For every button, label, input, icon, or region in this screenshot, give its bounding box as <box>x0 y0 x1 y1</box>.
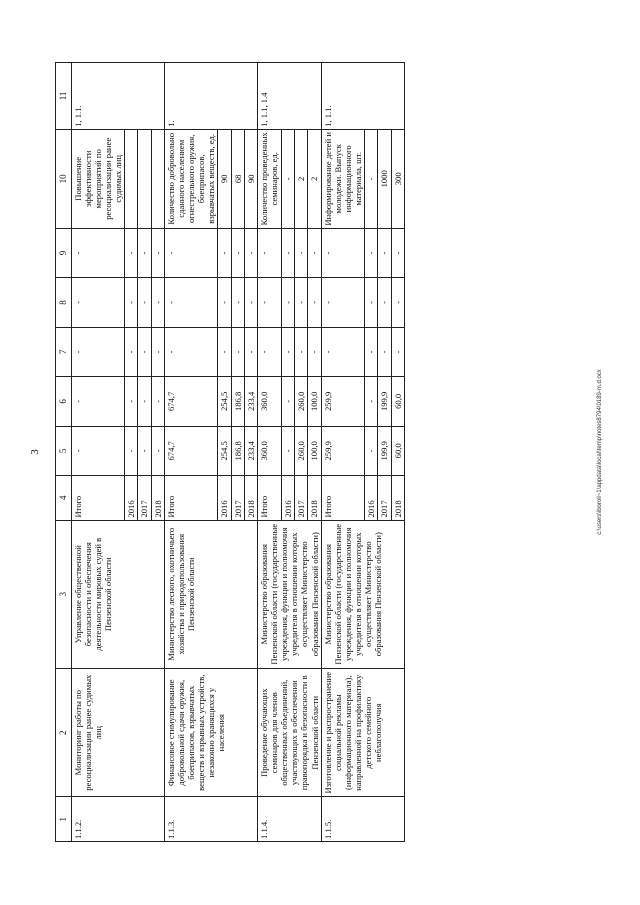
indicator-text: Количество проведенных семинаров, ед. <box>257 129 281 228</box>
value-cell: - <box>71 426 125 475</box>
indicator-text: Количество добровольно сданного населением огнестрельного оружия, боеприпасов, взрывчатых веществ, ед. <box>164 129 218 228</box>
value-cell: - <box>71 228 125 277</box>
indicator-value: 2 <box>294 129 307 228</box>
table-row <box>257 63 281 842</box>
value-cell: - <box>365 228 378 277</box>
activity-executor: Министерство лесного, охотничьего хозяйства и природопользования Пензенской области <box>164 520 257 668</box>
value-cell: 254,5 <box>218 377 231 426</box>
value-cell: 360,0 <box>257 377 281 426</box>
activity-name: Мониторинг работы по ресоциализации ранее судимых лиц <box>71 668 164 797</box>
value-cell: - <box>151 278 164 327</box>
activity-code: 1.1.3. <box>164 797 257 842</box>
value-cell: 259,9 <box>321 426 365 475</box>
program-table-container <box>55 62 585 842</box>
year-cell: Итого <box>257 476 281 521</box>
value-cell: - <box>125 426 138 475</box>
year-cell: 2017 <box>378 476 391 521</box>
table-row <box>71 63 125 842</box>
column-header: 7 <box>56 327 72 376</box>
value-cell: - <box>281 228 294 277</box>
value-cell: - <box>294 278 307 327</box>
value-cell: - <box>391 327 404 376</box>
value-cell: - <box>125 228 138 277</box>
value-cell: - <box>257 278 281 327</box>
value-cell: - <box>281 377 294 426</box>
indicator-value <box>138 129 151 228</box>
activity-name: Проведение обучающих семинаров для членов общественных объединений, участвующих в обеспечении правопорядка и безопасности в Пензенской области <box>257 668 321 797</box>
column-header: 11 <box>56 63 72 130</box>
year-cell: 2017 <box>231 476 244 521</box>
value-cell: - <box>244 228 257 277</box>
value-cell: - <box>281 278 294 327</box>
value-cell: - <box>281 426 294 475</box>
indicator-value: 300 <box>391 129 404 228</box>
value-cell: 60,0 <box>391 377 404 426</box>
value-cell: - <box>231 278 244 327</box>
goal-link: 1, 1.1, 1.4 <box>257 63 321 130</box>
value-cell: - <box>378 327 391 376</box>
value-cell: - <box>244 278 257 327</box>
value-cell: - <box>151 426 164 475</box>
value-cell: - <box>257 327 281 376</box>
value-cell: 233,4 <box>244 377 257 426</box>
year-cell: 2017 <box>138 476 151 521</box>
value-cell: - <box>151 228 164 277</box>
year-cell: Итого <box>164 476 218 521</box>
column-header: 1 <box>56 797 72 842</box>
page-number: 3 <box>29 449 41 455</box>
value-cell: - <box>138 327 151 376</box>
activity-code: 1.1.4. <box>257 797 321 842</box>
value-cell: 260,0 <box>294 377 307 426</box>
value-cell: - <box>294 327 307 376</box>
value-cell: - <box>164 327 218 376</box>
activity-name: Изготовление и распространение социальной рекламы (информационного материала), направленной на профилактику детского семейного неблагополучия <box>321 668 404 797</box>
indicator-value: 90 <box>218 129 231 228</box>
value-cell: - <box>138 377 151 426</box>
value-cell: - <box>71 278 125 327</box>
value-cell: - <box>378 228 391 277</box>
column-header: 3 <box>56 520 72 668</box>
year-cell: 2016 <box>365 476 378 521</box>
indicator-value: - <box>365 129 378 228</box>
year-cell: 2018 <box>244 476 257 521</box>
value-cell: - <box>321 278 365 327</box>
value-cell: - <box>365 426 378 475</box>
column-header: 8 <box>56 278 72 327</box>
goal-link: 1, 1.1. <box>71 63 164 130</box>
indicator-value <box>151 129 164 228</box>
program-activities-table <box>55 62 405 842</box>
value-cell: - <box>125 327 138 376</box>
year-cell: 2017 <box>294 476 307 521</box>
value-cell: - <box>125 377 138 426</box>
value-cell: - <box>365 278 378 327</box>
value-cell: - <box>365 327 378 376</box>
activity-executor: Управление общественной безопасности и обеспечения деятельности мировых судей в Пензенской области <box>71 520 164 668</box>
goal-link: 1, 1.1. <box>321 63 404 130</box>
value-cell: - <box>308 327 321 376</box>
value-cell: 199,9 <box>378 377 391 426</box>
indicator-value: 1000 <box>378 129 391 228</box>
value-cell: - <box>308 228 321 277</box>
year-cell: 2018 <box>151 476 164 521</box>
year-cell: 2016 <box>281 476 294 521</box>
indicator-text: Информирование детей и молодежи. Выпуск информационного материала, шт. <box>321 129 365 228</box>
document-file-path: c:\users\iboroli~1\appdata\local\temp\notes8794\0189-m.d.ocx <box>597 369 603 535</box>
header-row <box>56 63 72 842</box>
indicator-value: 68 <box>231 129 244 228</box>
table-row <box>164 63 218 842</box>
value-cell: - <box>218 278 231 327</box>
indicator-value: 2 <box>308 129 321 228</box>
column-header: 9 <box>56 228 72 277</box>
column-header: 6 <box>56 377 72 426</box>
indicator-text: Повышение эффективности мероприятий по ресоциализации ранее судимых лиц <box>71 129 125 228</box>
year-cell: Итого <box>71 476 125 521</box>
activity-executor: Министерство образования Пензенской области (государственные учреждения, функции и полномочия учредителя в отношении которых осуществляет Министерство образования Пензенской области) <box>321 520 404 668</box>
value-cell: 233,4 <box>244 426 257 475</box>
value-cell: - <box>321 327 365 376</box>
table-row <box>321 63 365 842</box>
activity-executor: Министерство образования Пензенской области (государственные учреждения, функции и полномочия учредителя в отношении которых осуществляет Министерство образования Пензенской области) <box>257 520 321 668</box>
value-cell: - <box>244 327 257 376</box>
indicator-value: 90 <box>244 129 257 228</box>
value-cell: - <box>231 327 244 376</box>
value-cell: 100,0 <box>308 426 321 475</box>
value-cell: - <box>218 228 231 277</box>
value-cell: - <box>138 228 151 277</box>
year-cell: 2016 <box>218 476 231 521</box>
value-cell: 254,5 <box>218 426 231 475</box>
value-cell: - <box>281 327 294 376</box>
column-header: 4 <box>56 476 72 521</box>
value-cell: 360,0 <box>257 426 281 475</box>
value-cell: - <box>365 377 378 426</box>
value-cell: - <box>391 278 404 327</box>
value-cell: - <box>257 228 281 277</box>
value-cell: - <box>138 426 151 475</box>
value-cell: 186,8 <box>231 426 244 475</box>
value-cell: - <box>71 327 125 376</box>
value-cell: - <box>391 228 404 277</box>
goal-link: 1. <box>164 63 257 130</box>
value-cell: 259,9 <box>321 377 365 426</box>
value-cell: 100,0 <box>308 377 321 426</box>
value-cell: - <box>164 228 218 277</box>
year-cell: 2016 <box>125 476 138 521</box>
column-header: 5 <box>56 426 72 475</box>
value-cell: 674,7 <box>164 377 218 426</box>
indicator-value <box>125 129 138 228</box>
value-cell: - <box>294 228 307 277</box>
value-cell: 199,9 <box>378 426 391 475</box>
value-cell: - <box>164 278 218 327</box>
value-cell: 674,7 <box>164 426 218 475</box>
value-cell: - <box>308 278 321 327</box>
value-cell: - <box>321 228 365 277</box>
activity-code: 1.1.2. <box>71 797 164 842</box>
column-header: 10 <box>56 129 72 228</box>
value-cell: - <box>231 228 244 277</box>
value-cell: - <box>138 278 151 327</box>
value-cell: - <box>71 377 125 426</box>
column-header: 2 <box>56 668 72 797</box>
value-cell: 60,0 <box>391 426 404 475</box>
indicator-value: - <box>281 129 294 228</box>
value-cell: 260,0 <box>294 426 307 475</box>
value-cell: - <box>151 377 164 426</box>
year-cell: 2018 <box>391 476 404 521</box>
activity-name: Финансовое стимулирование добровольной сдачи оружия, боеприпасов, взрывчатых веществ и взрывных устройств, незаконно хранящихся у населения <box>164 668 257 797</box>
year-cell: 2018 <box>308 476 321 521</box>
value-cell: - <box>218 327 231 376</box>
value-cell: - <box>378 278 391 327</box>
year-cell: Итого <box>321 476 365 521</box>
activity-code: 1.1.5. <box>321 797 404 842</box>
value-cell: - <box>151 327 164 376</box>
value-cell: - <box>125 278 138 327</box>
value-cell: 186,8 <box>231 377 244 426</box>
